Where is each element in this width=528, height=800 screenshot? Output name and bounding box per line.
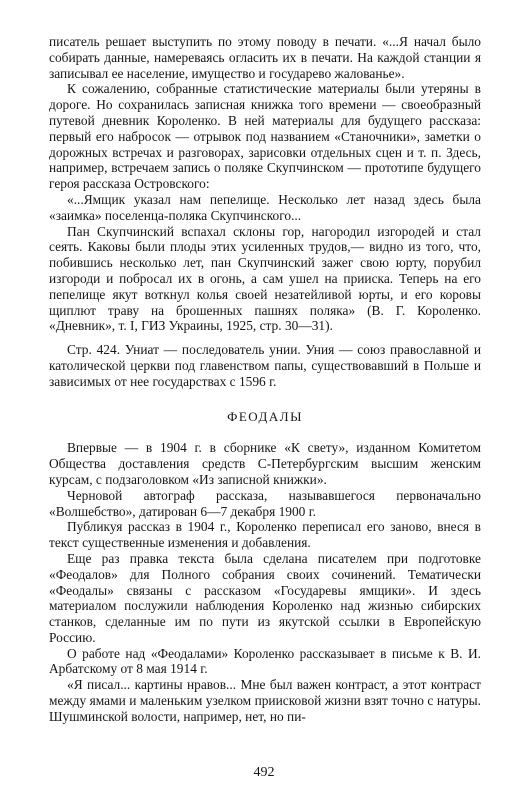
paragraph: Черновой автограф рассказа, называвшегося первоначально «Волшебство», датирован 6—7 декабря 1900 г.	[49, 487, 481, 519]
quote-paragraph: Пан Скупчинский вспахал склоны гор, нагородил изгородей и стал сеять. Каковы были плоды этих усиленных трудов,— видно из того, что, побившись несколько лет, пан Скупчинский зажег свою юрту, порубил изгороди и побросал их в огонь, а сам ушел на прииска. Теперь на его пепелище якут воткнул колья своей незатейливой юрты, и его коровы щиплют траву на брошенных пашнях поляка» (В. Г. Короленко. «Дневник», т. I, ГИЗ Украины, 1925, стр. 30—31).	[49, 223, 481, 334]
page-body	[49, 34, 481, 725]
page-number: 492	[253, 765, 275, 780]
paragraph: К сожалению, собранные статистические материалы были утеряны в дороге. Но сохранилась записная книжка того времени — своеобразный путевой дневник Короленко. В ней материалы для будущего рассказа: первый его набросок — отрывок под названием «Станочники», заметки о дорожных встречах и разговорах, зарисовки отдельных сцен и т. п. Здесь, например, встречаем запись о поляке Скупчинском — прототипе будущего героя рассказа Островского:	[49, 81, 481, 192]
quote-paragraph: «...Ямщик указал нам пепелище. Несколько лет назад здесь была «заимка» поселенца-поляка Скупчинского...	[49, 191, 481, 223]
section-before	[49, 34, 481, 390]
section-after	[49, 440, 481, 724]
paragraph: Публикуя рассказ в 1904 г., Короленко переписал его заново, внеся в текст существенные изменения и добавления.	[49, 519, 481, 551]
paragraph: Еще раз правка текста была сделана писателем при подготовке «Феодалов» для Полного собрания своих сочинений. Тематически «Феодалы» связаны с рассказом «Государевы ямщики». И здесь материалом послужили наблюдения Короленко над жизнью сибирских станков, сделанные им по пути из якутской ссылки в Европейскую Россию.	[49, 550, 481, 645]
paragraph: Впервые — в 1904 г. в сборнике «К свету», изданном Комитетом Общества доставления средств С-Петербургским высшим женским курсам, с подзаголовком «Из записной книжки».	[49, 440, 481, 487]
paragraph: писатель решает выступить по этому поводу в печати. «...Я начал было собирать данные, намереваясь огласить их в печати. На каждой станции я записывал ее население, имущество и государево жалованье».	[49, 34, 481, 81]
quote-paragraph: «Я писал... картины нравов... Мне был важен контраст, а этот контраст между ямами и маленьким узелком приисковой жизни взят точно с натуры. Шушминской волости, например, нет, но пи-	[49, 677, 481, 724]
note-paragraph: Стр. 424. Униат — последователь унии. Уния — союз православной и католической церкви под главенством папы, существовавший в Польше и зависимых от нее государствах с 1596 г.	[49, 342, 481, 389]
paragraph: О работе над «Феодалами» Короленко рассказывает в письме к В. И. Арбатскому от 8 мая 1914 г.	[49, 645, 481, 677]
section-heading: ФЕОДАЛЫ	[227, 408, 303, 424]
